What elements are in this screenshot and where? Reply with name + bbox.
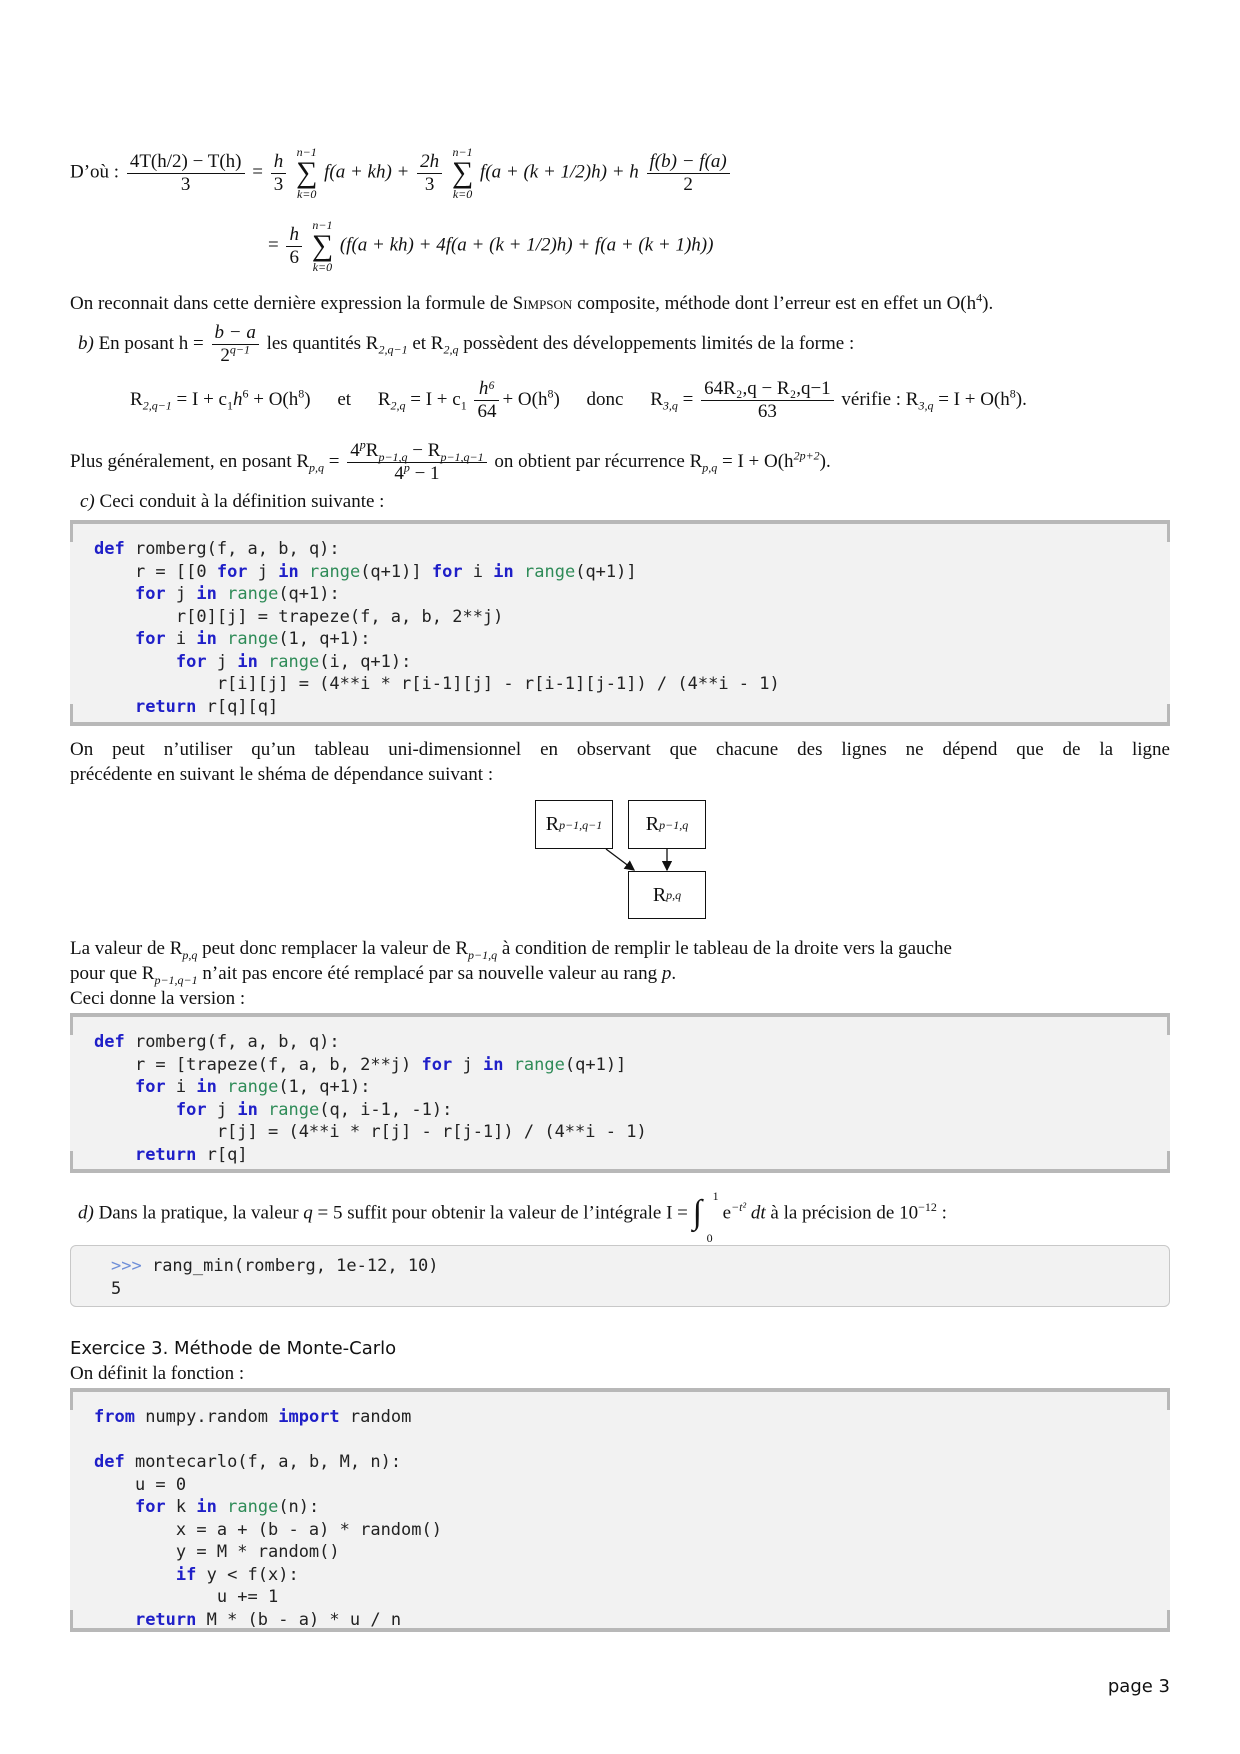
code-block-romberg-1d — [70, 1013, 1170, 1173]
integral-symbol: ∫ 1 0 — [692, 1189, 719, 1245]
coef-h-over-3: $\frac{h}{3}$ — [271, 151, 287, 196]
part-d-paragraph: d) Dans la pratique, la valeur q = 5 suffit pour obtenir la valeur de l’intégrale I = ∫ 1 0 $e^{-t^2}$ dt à la précision de $10^{-12}$ : — [78, 1189, 947, 1245]
dou-label: D’où : — [70, 161, 120, 183]
code-block-romberg-2d — [70, 520, 1170, 726]
code-romberg-2d: def romberg(f, a, b, q): r = [[0 for j in range(q+1)] for i in range(q+1)] for j in range(q+1): r[0][j] = trapeze(f, a, b, 2**j) for i in range(1, q+1): for j in range(i, q+1): r[i][j] = (4**i * r[i-1][j] - r[i-1][j-1]) / (4**i - 1) return r[q][q] — [94, 539, 780, 717]
code-montecarlo: from numpy.random import random def montecarlo(f, a, b, M, n): u = 0 for k in range(n): x = a + (b - a) * random() y = M * random() if y < f(x): u += 1 return M * (b - a) * u / n — [94, 1407, 442, 1630]
exercise-3-intro: On définit la fonction : — [70, 1363, 245, 1384]
equation-row-2: = $\frac{h}{6}$ n−1 ∑ k=0 (f(a + kh) + 4f(a + (k + 1/2)h) + f(a + (k + 1)h)) — [268, 218, 714, 274]
h-definition-fraction: $\frac{b - a}{2^{q-1}}$ — [212, 322, 259, 367]
valeur-paragraph-line1: La valeur de $R_{p,q}$ peut donc remplacer la valeur de $R_{p-1,q}$ à condition de remplir le tableau de la droite vers la gauche — [70, 938, 952, 962]
page-number: page 3 — [1107, 1676, 1170, 1697]
sum-symbol: n−1 ∑ k=0 — [311, 218, 334, 274]
sum-symbol: n−1 ∑ k=0 — [451, 145, 474, 201]
diagram-box-r-p-q: R p,q — [628, 871, 706, 919]
part-b-paragraph: b) En posant h = $\frac{b - a}{2^{q-1}}$ les quantités $R_{2,q-1}$ et $R_{2,q}$ possèdent des développements limités de la forme : — [78, 322, 855, 366]
repl-prompt: >>> — [111, 1256, 142, 1276]
diagram-box-r-p-1-q-1: R p−1,q−1 — [535, 800, 613, 849]
part-b-label: b) — [78, 332, 94, 354]
exercise-3-title: Exercice 3. Méthode de Monte-Carlo — [70, 1338, 397, 1359]
diagram-arrows — [520, 840, 720, 880]
part-c-label: c) — [80, 491, 95, 512]
unidim-paragraph-line1: On peut n’utiliser qu’un tableau uni-dimensionnel en observant que chacune des lignes ne dépend que de la ligne — [70, 739, 1170, 760]
romberg-expansion-equations: $R_{2,q-1} = I + c_1h^6 + O(h^8)$ et $R_{2,q} = I + c_1$ $\frac{\text{h⁶}}{64}$ + $O(h^8)$ donc $R_{3,q}$ = $\frac{\text{64R₂,q − R₂,q−1}}{63}$ vérifie : $R_{3,q} = I + O(h^8)$. — [130, 378, 1027, 422]
repl-session — [70, 1245, 1170, 1307]
general-recurrence-paragraph: Plus généralement, en posant $R_{p,q}$ = $\frac{4^pR_{p-1,q} - R_{p-1,q-1}}{4^p - 1}$ on obtient par récurrence $R_{p,q} = I + O(h^{2p+2})$. — [70, 437, 831, 484]
simpson-name: Simpson — [512, 293, 573, 314]
fb-minus-fa-over-2: $\frac{f(b) - f(a)}{2}$ — [647, 151, 730, 196]
general-fraction: $\frac{4^pR_{p-1,q} - R_{p-1,q-1}}{4^p - 1}$ — [347, 440, 486, 485]
sum-symbol: n−1 ∑ k=0 — [295, 145, 318, 201]
code-block-montecarlo — [70, 1388, 1170, 1632]
version-paragraph: Ceci donne la version : — [70, 988, 246, 1009]
part-d-label: d) — [78, 1202, 94, 1224]
coef-2h-over-3: $\frac{2h}{3}$ — [417, 151, 442, 196]
diagram-box-r-p-1-q: R p−1,q — [628, 800, 706, 849]
simpson-paragraph: On reconnait dans cette dernière expression la formule de Simpson composite, méthode dont l’erreur est en effet un $O(h^4)$. — [70, 290, 994, 314]
arrow-diagonal — [606, 849, 634, 870]
part-c-paragraph: c) Ceci conduit à la définition suivante : — [80, 491, 385, 512]
lhs-fraction: $\frac{4T(h/2) - T(h)}{3}$ — [127, 151, 245, 196]
coef-h-over-6: $\frac{h}{6}$ — [286, 224, 302, 269]
code-romberg-1d: def romberg(f, a, b, q): r = [trapeze(f, a, b, 2**j) for j in range(q+1)] for i in range(1, q+1): for j in range(q, i-1, -1): r[j] = (4**i * r[j] - r[j-1]) / (4**i - 1) return r[q] — [94, 1032, 647, 1165]
equation-row-1: D’où : $\frac{4T(h/2) - T(h)}{3}$ = $\frac{h}{3}$ n−1 ∑ k=0 f(a + kh) + $\frac{2h}{3}$ n−1 ∑ k=0 f(a + (k + 1/2)h) + h $\frac{f(b) - f(a)}{2}$ — [70, 145, 733, 201]
repl-output: 5 — [111, 1278, 122, 1299]
valeur-paragraph-line2: pour que $R_{p-1,q-1}$ n’ait pas encore été remplacé par sa nouvelle valeur au rang p. — [70, 963, 677, 987]
repl-input: rang_min(romberg, 1e-12, 10) — [141, 1256, 439, 1276]
unidim-paragraph-line2: précédente en suivant le shéma de dépendance suivant : — [70, 764, 494, 785]
